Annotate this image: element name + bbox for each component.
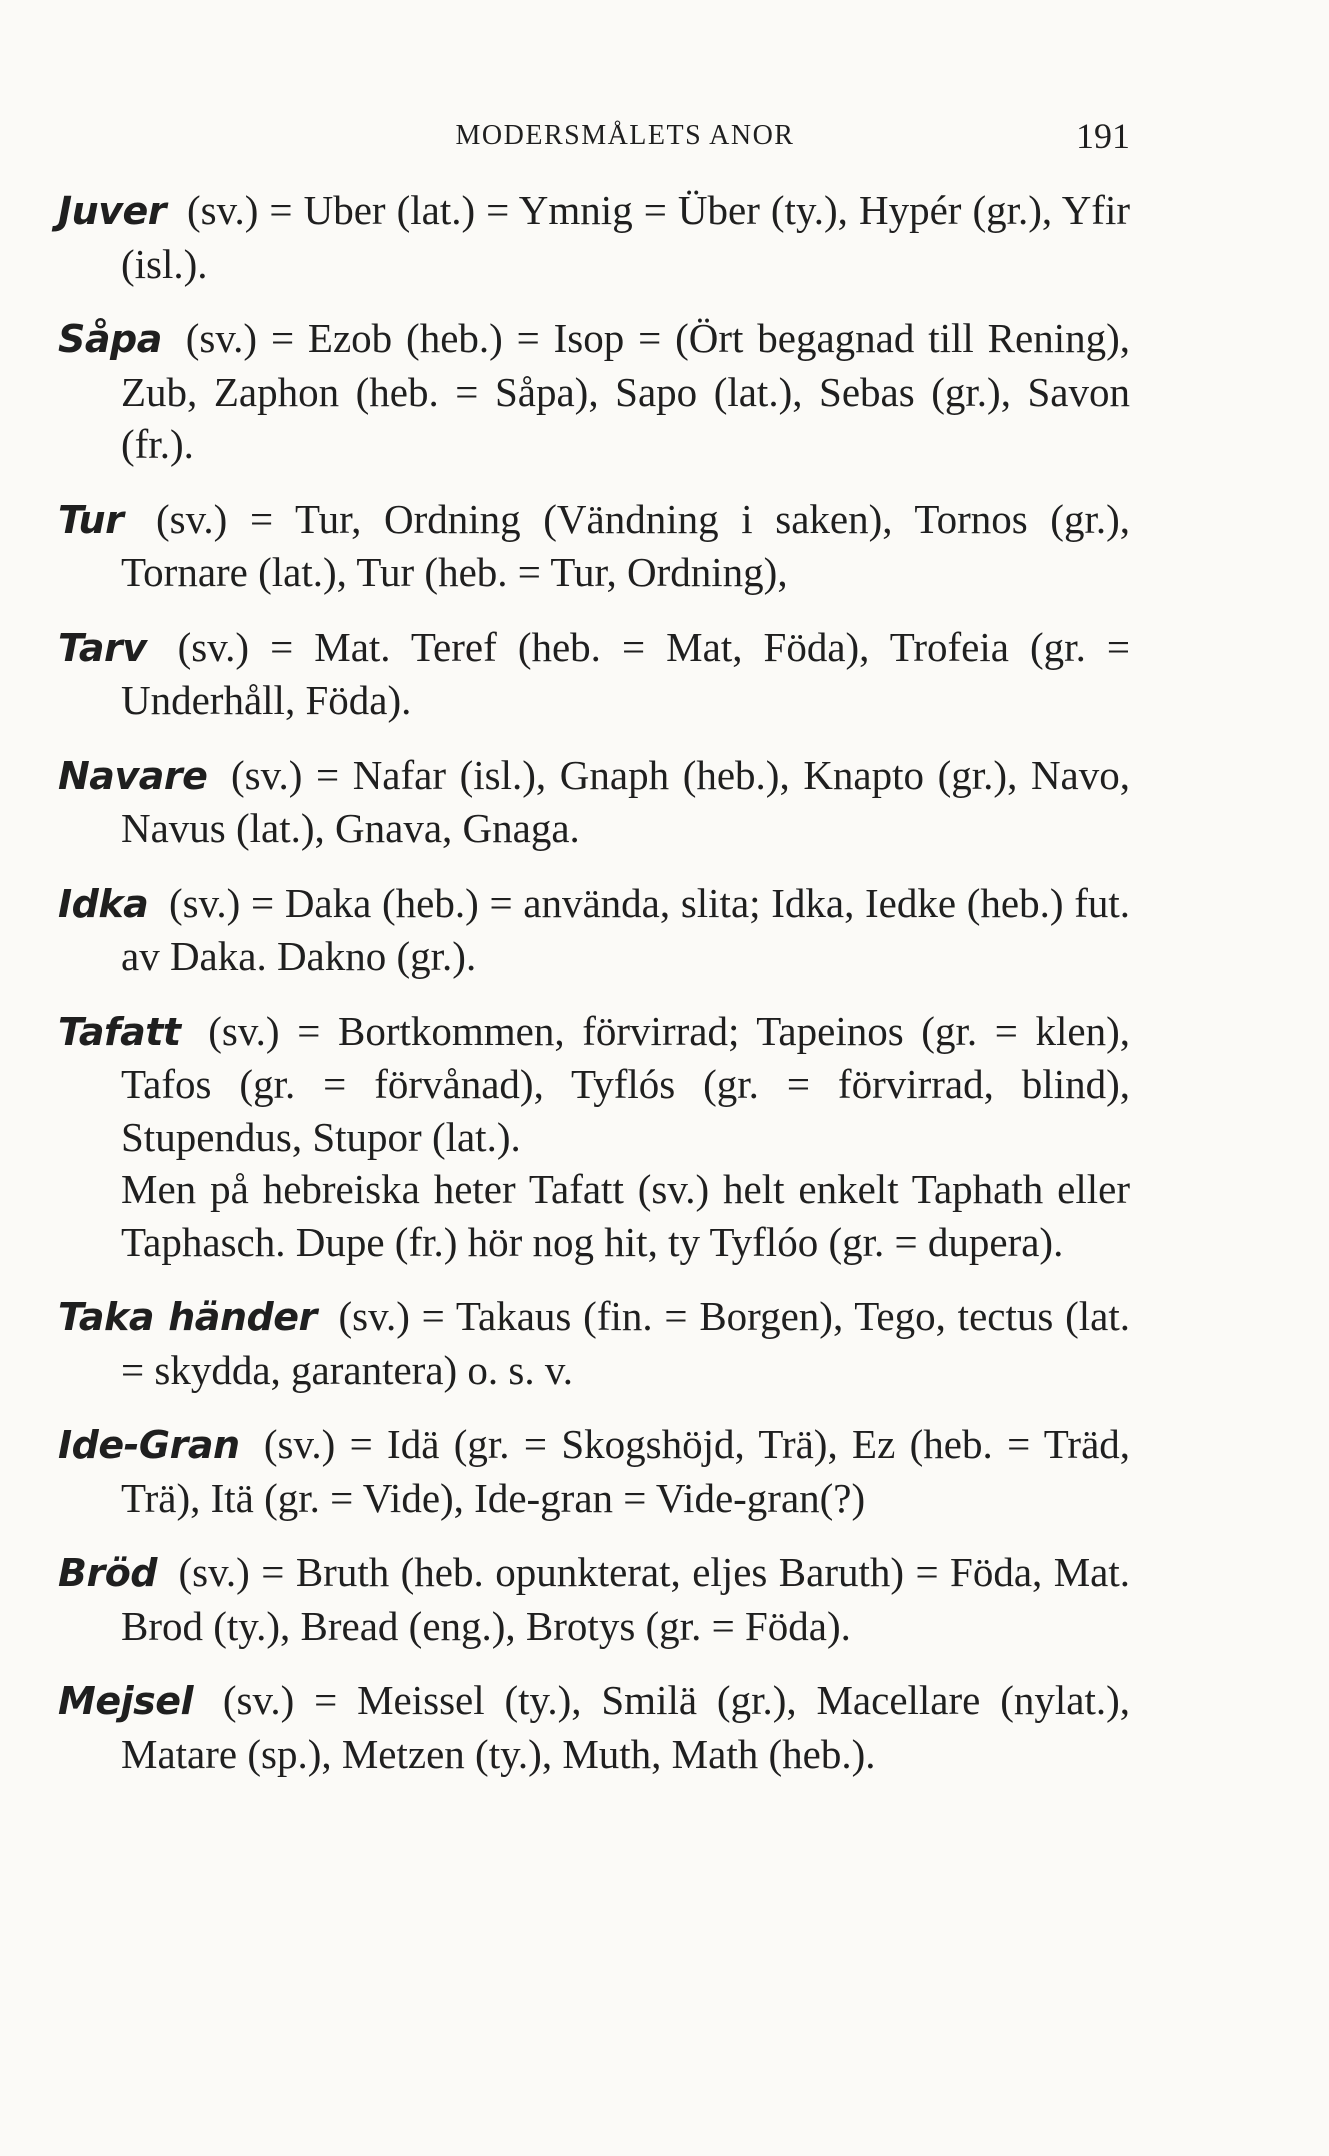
entry-text: (sv.) = Idä (gr. = Skogshöjd, Trä), Ez (heb. = Träd, Trä), Itä (gr. = Vide), Ide-gran = Vide-gran(?) (121, 1421, 1131, 1521)
headword: Taka händer (58, 1295, 317, 1339)
entry-brod (58, 1546, 1130, 1652)
page-number: 191 (1076, 116, 1130, 156)
running-header (120, 116, 1130, 156)
headword: Idka (58, 881, 149, 926)
headword: Såpa (58, 317, 162, 361)
entry-taka-hander (58, 1290, 1130, 1396)
entry-tur (58, 493, 1130, 599)
headword: Mejsel (58, 1679, 194, 1723)
running-title: MODERSMÅLETS ANOR (455, 120, 795, 151)
headword: Juver (58, 189, 166, 233)
headword: Tur (58, 497, 124, 542)
entry-text: (sv.) = Nafar (isl.), Gnaph (heb.), Knapto (gr.), Navo, Navus (lat.), Gnava, Gnaga. (121, 751, 1131, 851)
entry-mejsel (58, 1674, 1130, 1780)
entry-continuation: Men på hebreiska heter Tafatt (sv.) helt enkelt Taphath eller Taphasch. Dupe (fr.) hör nog hit, ty Tyflóo (gr. = dupera). (121, 1166, 1130, 1265)
entry-tafatt (58, 1005, 1130, 1269)
headword: Bröd (58, 1551, 158, 1595)
entry-ide-gran (58, 1418, 1130, 1524)
entry-text: (sv.) = Tur, Ordning (Vändning i saken), Tornos (gr.), Tornare (lat.), Tur (heb. = Tur, Ordning), (121, 495, 1131, 595)
entry-text: (sv.) = Ezob (heb.) = Isop = (Ört begagnad till Rening), Zub, Zaphon (heb. = Såpa), Sapo (lat.), Sebas (gr.), Savon (fr.). (121, 315, 1130, 467)
entry-text: (sv.) = Mat. Teref (heb. = Mat, Föda), Trofeia (gr. = Underhåll, Föda). (121, 623, 1130, 723)
headword: Tafatt (58, 1009, 181, 1054)
entry-text: (sv.) = Takaus (fin. = Borgen), Tego, tectus (lat. = skydda, garantera) o. s. v. (121, 1293, 1130, 1393)
entry-text: (sv.) = Daka (heb.) = använda, slita; Idka, Iedke (heb.) fut. av Daka. Dakno (gr.). (121, 879, 1130, 979)
headword: Navare (58, 753, 208, 798)
entry-idka (58, 877, 1130, 983)
entry-text: (sv.) = Uber (lat.) = Ymnig = Über (ty.), Hypér (gr.), Yfir (isl.). (121, 187, 1130, 287)
entry-sapa (58, 312, 1130, 471)
dictionary-entries (58, 184, 1130, 1802)
entry-navare (58, 749, 1130, 855)
headword: Tarv (58, 625, 147, 670)
entry-text: (sv.) = Bortkommen, förvirrad; Tapeinos (gr. = klen), Tafos (gr. = förvånad), Tyflós (gr. = förvirrad, blind), Stupendus, Stupor (lat.). (121, 1007, 1131, 1160)
headword: Ide-Gran (58, 1423, 240, 1467)
entry-text: (sv.) = Meissel (ty.), Smilä (gr.), Macellare (nylat.), Matare (sp.), Metzen (ty.), Muth, Math (heb.). (121, 1677, 1130, 1777)
entry-tarv (58, 621, 1130, 727)
entry-text: (sv.) = Bruth (heb. opunkterat, eljes Baruth) = Föda, Mat. Brod (ty.), Bread (eng.), Brotys (gr. = Föda). (121, 1549, 1131, 1649)
entry-juver (58, 184, 1130, 290)
